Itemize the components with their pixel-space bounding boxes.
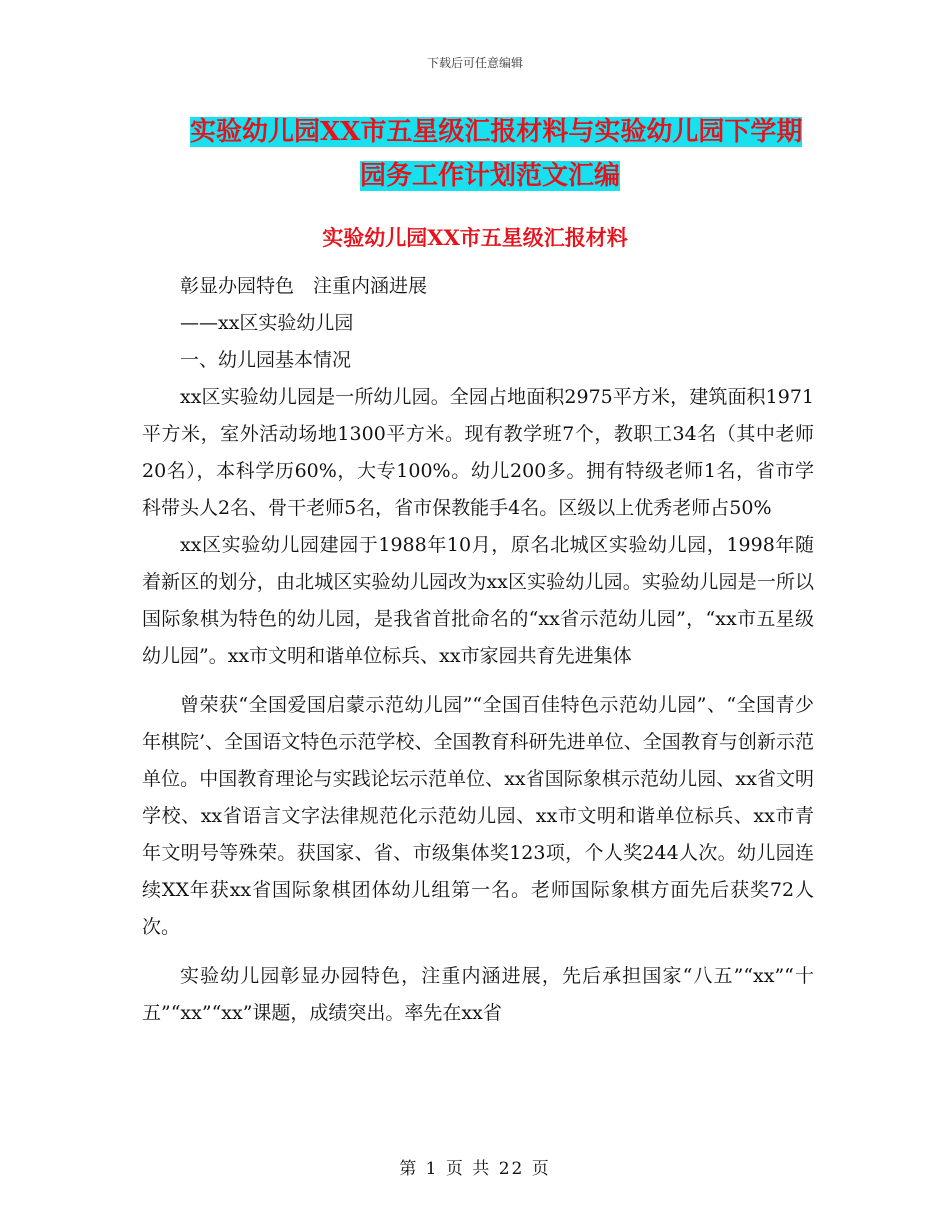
body-paragraph: 实验幼儿园彰显办园特色，注重内涵进展，先后承担国家“八五”“xx”“十五”“xx”“xx”课题，成绩突出。率先在xx省 <box>142 965 814 1024</box>
document-title <box>190 110 810 198</box>
document-body <box>142 268 814 1032</box>
document-title-line-1: 实验幼儿园XX市五星级汇报材料与实验幼儿园下学期 <box>190 117 803 147</box>
heading-basic-info: 一、幼儿园基本情况 <box>180 349 352 371</box>
page-number: 第 1 页 共 22 页 <box>399 1159 551 1179</box>
body-paragraph: xx区实验幼儿园建园于1988年10月，原名北城区实验幼儿园，1998年随着新区的划分，由北城区实验幼儿园改为xx区实验幼儿园。实验幼儿园是一所以国际象棋为特色的幼儿园，是我省首批命名的“xx省示范幼儿园”，“xx市五星级幼儿园”。xx市文明和谐单位标兵、xx市家园共育先进集体 <box>142 534 814 667</box>
body-paragraph: 曾荣获“全国爱国启蒙示范幼儿园”“全国百佳特色示范幼儿园”、“全国青少年棋院’、全国语文特色示范学校、全国教育科研先进单位、全国教育与创新示范单位。中国教育理论与实践论坛示范单位、xx省国际象棋示范幼儿园、xx省文明学校、xx省语言文字法律规范化示范幼儿园、xx市文明和谐单位标兵、xx市青年文明号等殊荣。获国家、省、市级集体奖123项，个人奖244人次。幼儿园连续XX年获xx省国际象棋团体幼儿组第一名。老师国际象棋方面先后获奖72人次。 <box>142 694 814 938</box>
subtitle-paragraph: 彰显办园特色 注重内涵进展 <box>180 275 428 297</box>
section-title: 实验幼儿园XX市五星级汇报材料 <box>322 225 628 250</box>
body-paragraph: xx区实验幼儿园是一所幼儿园。全园占地面积2975平方米，建筑面积1971平方米，室外活动场地1300平方米。现有教学班7个，教职工34名（其中老师20名），本科学历60%，大专100%。幼儿200多。拥有特级老师1名，省市学科带头人2名、骨干老师5名，省市保教能手4名。区级以上优秀老师占50% <box>142 386 814 519</box>
author-paragraph: ——xx区实验幼儿园 <box>180 312 354 334</box>
header-note: 下载后可任意编辑 <box>426 56 523 70</box>
document-title-line-2: 园务工作计划范文汇编 <box>359 161 620 191</box>
